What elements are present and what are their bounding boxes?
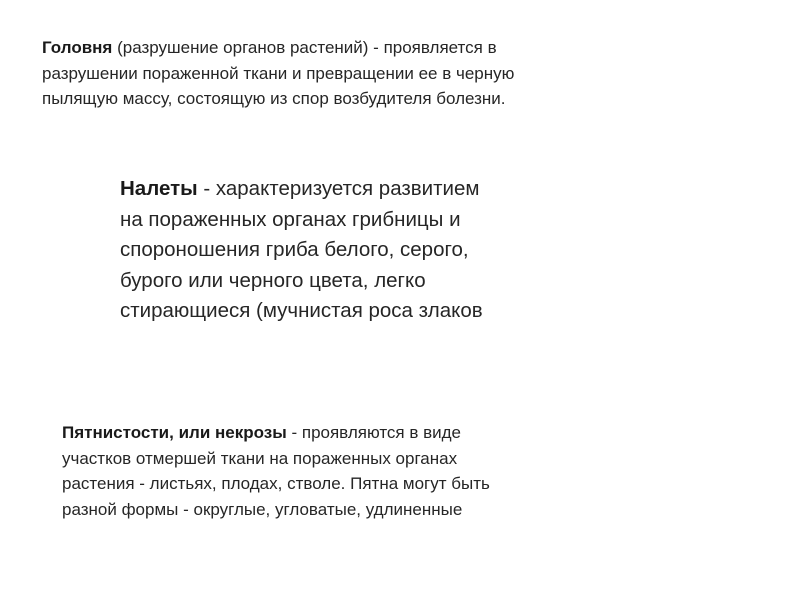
definition-line: (разрушение органов растений) - проявляется в: [112, 38, 497, 57]
term-nalety: Налеты: [120, 177, 198, 200]
definition-line: участков отмершей ткани на пораженных органах: [62, 448, 458, 468]
paragraph-golovnya: [42, 35, 662, 112]
definition-line: спороношения гриба белого, серого,: [120, 238, 469, 261]
term-pyatnistosti: Пятнистости, или некрозы: [62, 423, 287, 442]
term-golovnya: Головня: [42, 38, 113, 57]
definition-line: - характеризуется развитием: [197, 177, 480, 200]
definition-line: разной формы - округлые, угловатые, удлиненные: [62, 499, 463, 519]
definition-line: на пораженных органах грибницы и: [120, 207, 461, 231]
definition-line: пылящую массу, состоящую из спор возбудителя болезни.: [42, 89, 506, 108]
paragraph-pyatnistosti: [62, 420, 622, 522]
definition-line: стирающиеся (мучнистая роса злаков: [120, 299, 483, 322]
paragraph-nalety: [120, 174, 590, 327]
definition-line: растения - листьях, плодах, стволе. Пятна могут быть: [62, 474, 490, 493]
definition-line: разрушении пораженной ткани и превращении ее в черную: [42, 63, 515, 83]
definition-line: бурого или черного цвета, легко: [120, 268, 426, 292]
definition-line: - проявляются в виде: [286, 423, 461, 442]
